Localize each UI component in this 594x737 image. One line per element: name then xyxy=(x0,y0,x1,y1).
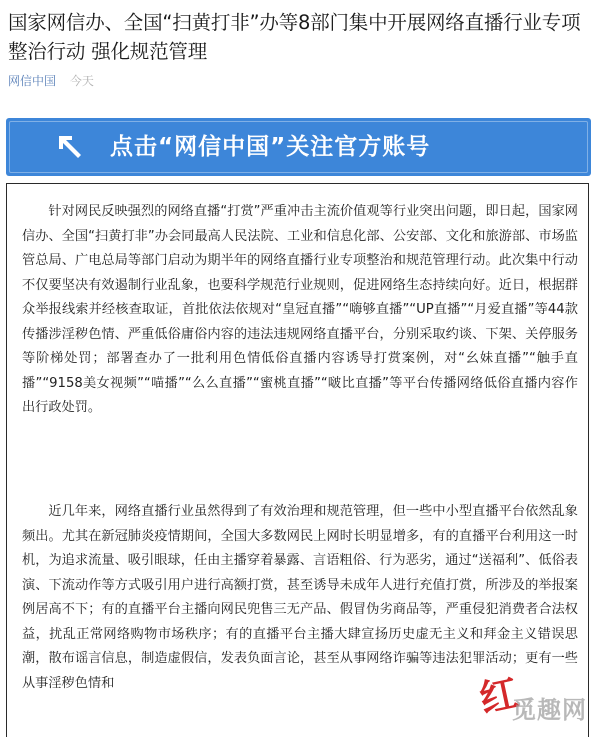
article-meta xyxy=(8,72,94,90)
article-body xyxy=(6,183,589,737)
article-title: 国家网信办、全国“扫黄打非”办等8部门集中开展网络直播行业专项整治行动 强化规范管理 xyxy=(8,11,581,63)
arrow-up-left-icon xyxy=(56,133,84,161)
watermark-red-glyph: 红 xyxy=(475,669,523,722)
banner-label: 点击“网信中国”关注官方账号 xyxy=(110,134,431,160)
paragraph: 针对网民反映强烈的网络直播“打赏”严重冲击主流价值观等行业突出问题，即日起，国家网信办、全国“扫黄打非”办会同最高人民法院、工业和信息化部、公安部、文化和旅游部、市场监管总局、广电总局等部门启动为期半年的网络直播行业专项整治和规范管理行动。此次集中行动不仅要坚决有效遏制行业乱象，也要科学规范行业规则，促进网络生态持续向好。近日，根据群众举报线索并经核查取证，首批依法依规对“皇冠直播”“嗨够直播”“UP直播”“月爱直播”等44款传播涉淫秽色情、严重低俗庸俗内容的违法违规网络直播平台，分别采取约谈、下架、关停服务等阶梯处罚；部署查办了一批利用色情低俗直播内容诱导打赏案例，对“幺妹直播”“触手直播”“9158美女视频”“喵播”“么么直播”“蜜桃直播”“啵比直播”等平台传播网络低俗直播内容作出行政处罚。 xyxy=(22,204,578,415)
publish-time: 今天 xyxy=(69,74,94,88)
source-link[interactable]: 网信中国 xyxy=(8,74,57,88)
watermark-site-name: 觅趣网 xyxy=(512,696,587,724)
follow-account-banner[interactable] xyxy=(6,118,591,176)
paragraph: 近几年来，网络直播行业虽然得到了有效治理和规范管理，但一些中小型直播平台依然乱象频出。尤其在新冠肺炎疫情期间，全国大多数网民上网时长明显增多，有的直播平台利用这一时机，为追求流量、吸引眼球，任由主播穿着暴露、言语粗俗、行为恶劣，通过“送福利”、低俗表演、下流动作等方式吸引用户进行高额打赏，甚至诱导未成年人进行充值打赏，所涉及的举报案例居高不下；有的直播平台主播向网民兜售三无产品、假冒伪劣商品等，严重侵犯消费者合法权益，扰乱正常网络购物市场秩序；有的直播平台主播大肆宣扬历史虚无主义和拜金主义错误思潮，散布谣言信息，制造虚假信，发表负面言论，甚至从事网络诈骗等违法犯罪活动；更有一些从事淫秽色情和 xyxy=(22,504,578,691)
watermark-logo xyxy=(475,668,594,737)
